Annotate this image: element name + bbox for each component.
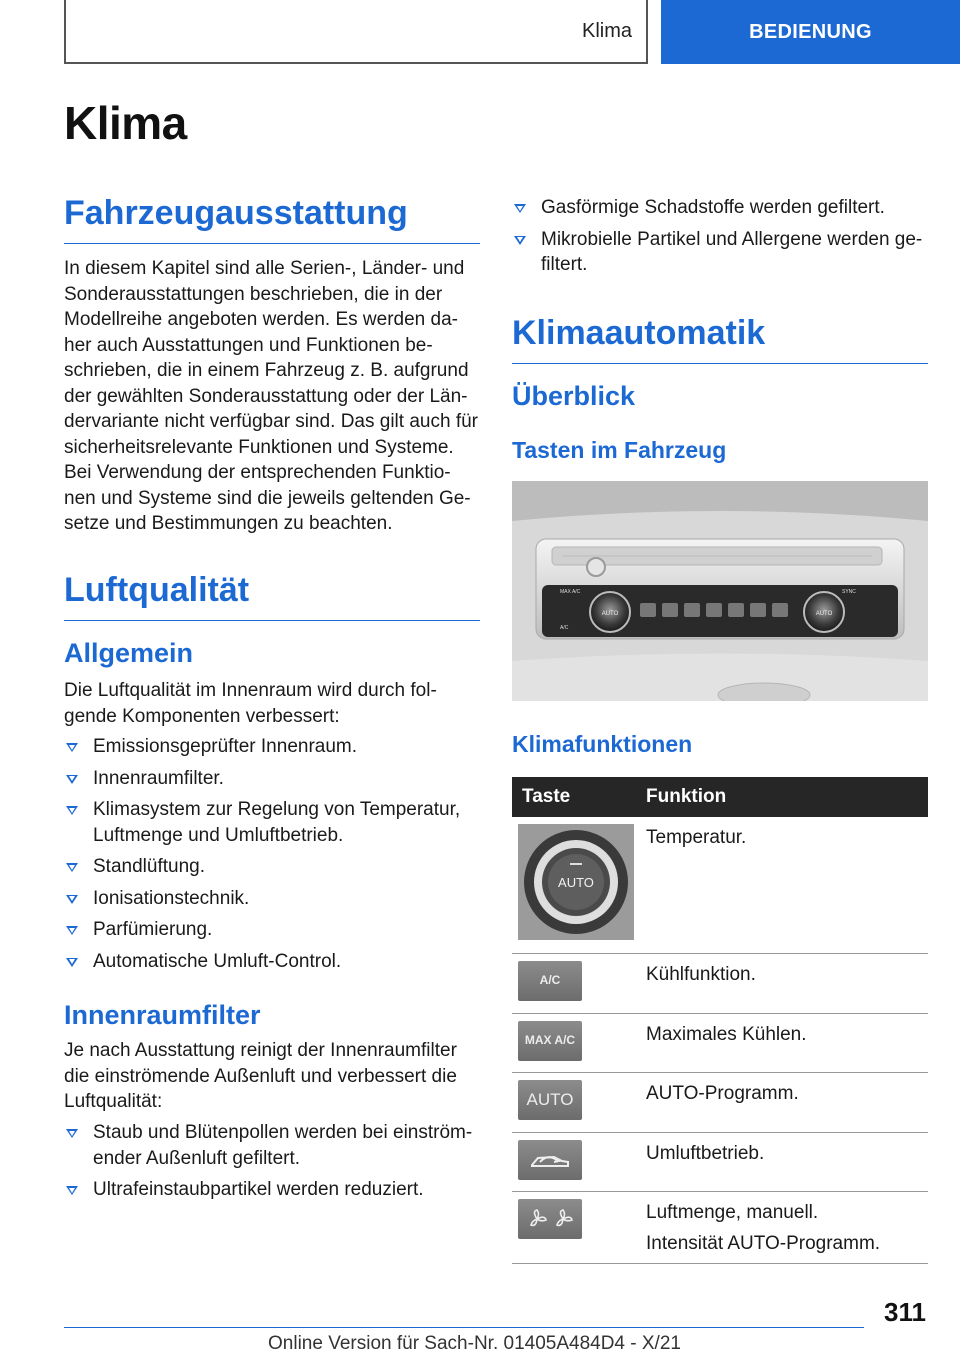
intro-line: In diesem Kapitel sind alle Serien-, Länder- und [64, 258, 465, 279]
heading-innenraumfilter: Innenraumfilter [64, 1000, 261, 1030]
bullet-triangle-icon [66, 1129, 78, 1138]
panel-ac-label: A/C [560, 625, 569, 631]
footer-online-version: Online Version für Sach-Nr. 01405A484D4 - X/21 [268, 1333, 681, 1354]
filter-list-continued [512, 195, 928, 284]
function-text: Temperatur. [636, 817, 928, 953]
page-number: 311 [884, 1297, 926, 1327]
filter-paragraph [64, 1038, 480, 1115]
filter-line: die einströmende Außenluft und verbessert die [64, 1065, 457, 1087]
allgemein-line: Die Luftqualität im Innenraum wird durch fol- [64, 680, 437, 701]
panel-max-ac-label: MAX A/C [560, 589, 581, 595]
climate-panel-drawing [512, 481, 928, 701]
table-row [512, 953, 928, 1013]
ac-button-icon: A/C [518, 961, 582, 1001]
heading-klimafunktionen: Klimafunktionen [512, 731, 693, 757]
list-item: Mikrobielle Partikel und Allergene werden ge- filtert. [512, 227, 928, 278]
climate-functions-table [512, 777, 928, 1264]
list-item: Parfümierung. [64, 917, 480, 943]
header-section-box [64, 0, 648, 64]
intro-line: nen und Systeme sind die jeweils geltenden Ge- [64, 487, 471, 509]
function-text: AUTO-Programm. [636, 1072, 928, 1132]
knob-auto-label: AUTO [558, 875, 594, 890]
fan-speed-icon [518, 1199, 582, 1239]
table-row [512, 1132, 928, 1191]
intro-line: Modellreihe angeboten werden. Es werden da- [64, 309, 458, 330]
column-header-funktion: Funktion [636, 777, 928, 817]
bullet-triangle-icon [66, 806, 78, 815]
bullet-triangle-icon [66, 958, 78, 967]
intro-line: der gewählten Sonderausstattung oder der Län- [64, 385, 468, 407]
filter-list [64, 1120, 480, 1209]
heading-allgemein: Allgemein [64, 638, 194, 668]
bullet-triangle-icon [66, 895, 78, 904]
intro-line: Bei Verwendung der entsprechenden Funktio- [64, 462, 451, 483]
max-ac-button-icon: MAX A/C [518, 1021, 582, 1061]
list-item: Standlüftung. [64, 854, 480, 880]
heading-ueberblick: Überblick [512, 381, 636, 411]
list-item: Emissionsgeprüfter Innenraum. [64, 734, 480, 760]
table-row [512, 1013, 928, 1072]
intro-line: setze und Bestimmungen zu beachten. [64, 513, 393, 534]
bullet-triangle-icon [66, 743, 78, 752]
column-header-taste: Taste [512, 777, 636, 817]
header-section-label: Klima [581, 19, 632, 42]
heading-klimaautomatik: Klimaautomatik [512, 314, 928, 364]
heading-tasten-im-fahrzeug: Tasten im Fahrzeug [512, 437, 727, 463]
heading-luftqualitaet: Luftqualität [64, 571, 480, 621]
bullet-triangle-icon [66, 1186, 78, 1195]
header-chapter-label: BEDIENUNG [749, 20, 872, 43]
table-row [512, 1191, 928, 1263]
filter-line: Luftqualität: [64, 1091, 163, 1112]
function-text: Umluftbetrieb. [636, 1132, 928, 1191]
page-title: Klima [64, 97, 187, 149]
list-item: Automatische Umluft-Control. [64, 949, 480, 975]
filter-line: Je nach Ausstattung reinigt der Innenraumfilter [64, 1040, 457, 1061]
bullet-triangle-icon [66, 863, 78, 872]
recirculation-icon [518, 1140, 582, 1180]
footer-divider [64, 1327, 864, 1328]
table-row [512, 817, 928, 953]
list-item: Ionisationstechnik. [64, 886, 480, 912]
climate-panel-photo [512, 481, 928, 701]
allgemein-list [64, 734, 480, 980]
heading-fahrzeugausstattung: Fahrzeugausstattung [64, 194, 480, 244]
bullet-triangle-icon [514, 236, 526, 245]
intro-line: dervariante nicht verfügbar sind. Das gilt auch für [64, 411, 478, 432]
left-knob-label: AUTO [601, 611, 619, 617]
list-item: Innenraumfilter. [64, 766, 480, 792]
header-chapter-tab [661, 0, 960, 64]
bullet-triangle-icon [66, 926, 78, 935]
intro-line: Sonderausstattungen beschrieben, die in der [64, 283, 443, 305]
bullet-triangle-icon [66, 775, 78, 784]
intro-paragraph [64, 256, 480, 537]
function-text: Luftmenge, manuell. [646, 1201, 819, 1223]
function-text: Kühlfunktion. [636, 953, 928, 1013]
list-item: Klimasystem zur Regelung von Temperatur, Luftmenge und Umluftbetrieb. [64, 797, 480, 848]
list-item: Staub und Blütenpollen werden bei einström- ender Außenluft gefiltert. [64, 1120, 480, 1171]
auto-button-icon: AUTO [518, 1080, 582, 1120]
table-row [512, 1072, 928, 1132]
panel-sync-label: SYNC [842, 589, 856, 595]
list-item: Gasförmige Schadstoffe werden gefiltert. [512, 195, 928, 221]
intro-line: her auch Ausstattungen und Funktionen be- [64, 334, 433, 356]
function-text-secondary: Intensität AUTO-Programm. [646, 1232, 881, 1254]
allgemein-line: gende Komponenten verbessert: [64, 705, 340, 727]
list-item: Ultrafeinstaubpartikel werden reduziert. [64, 1177, 480, 1203]
intro-line: sicherheitsrelevante Funktionen und Systeme. [64, 436, 454, 458]
temperature-knob-icon [518, 824, 634, 940]
right-knob-label: AUTO [815, 611, 833, 617]
bullet-triangle-icon [514, 204, 526, 213]
intro-line: schrieben, die in einem Fahrzeug z. B. aufgrund [64, 360, 469, 381]
function-text: Maximales Kühlen. [636, 1013, 928, 1072]
allgemein-paragraph [64, 678, 480, 729]
